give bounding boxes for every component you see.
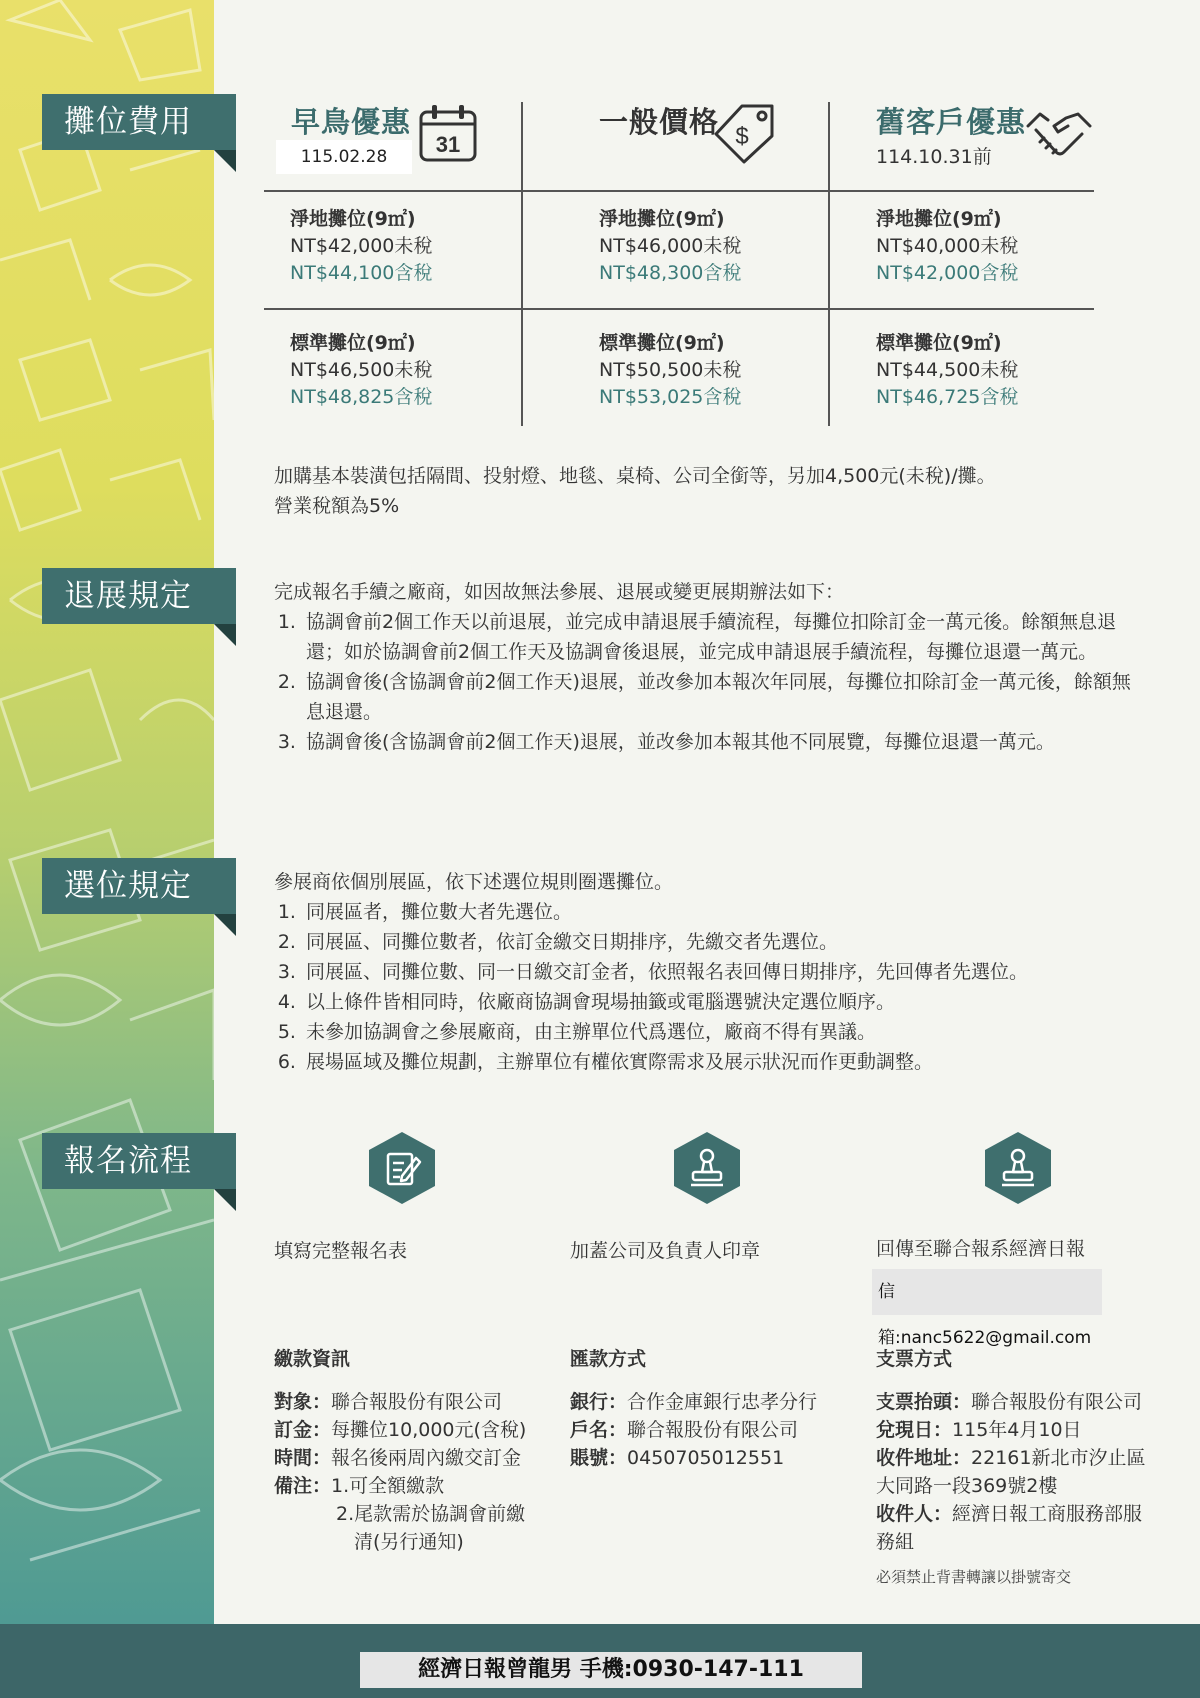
booth-type: 淨地攤位(9㎡) <box>290 208 416 230</box>
stamp-icon <box>980 1130 1056 1206</box>
price-taxed: NT$44,100含稅 <box>290 262 433 284</box>
price-taxed: NT$46,725含稅 <box>876 386 1019 408</box>
table-divider <box>264 190 1094 192</box>
info-row: 銀行：合作金庫銀行忠孝分行 <box>570 1391 818 1413</box>
step-label: 回傳至聯合報系經濟日報 <box>876 1238 1086 1260</box>
cheque-title: 支票方式 <box>876 1348 953 1370</box>
info-row: 對象：聯合報股份有限公司 <box>274 1391 503 1413</box>
payment-title: 繳款資訊 <box>274 1348 351 1370</box>
table-divider <box>264 308 1094 310</box>
calendar-icon <box>418 102 478 164</box>
info-row: 收件人：經濟日報工商服務部服 <box>876 1503 1143 1525</box>
plan-title-returning: 舊客戶優惠 <box>876 105 1027 139</box>
selection-rule: 5. 未參加協調會之參展廠商，由主辦單位代爲選位，廠商不得有異議。 <box>302 1017 1154 1047</box>
price-taxed: NT$42,000含稅 <box>876 262 1019 284</box>
price-cell <box>290 206 432 287</box>
price-taxed: NT$48,300含稅 <box>599 262 742 284</box>
info-row: 戶名：聯合報股份有限公司 <box>570 1419 799 1441</box>
booth-type: 淨地攤位(9㎡) <box>599 208 725 230</box>
booth-type: 標準攤位(9㎡) <box>876 332 1002 354</box>
table-divider <box>521 102 523 426</box>
price-pretax: NT$40,000未稅 <box>876 235 1019 257</box>
stamp-icon <box>669 1130 745 1206</box>
email-address: 信箱:nanc5622@gmail.com <box>872 1269 1102 1315</box>
section-tag-selection: 選位規定 <box>42 858 236 914</box>
selection-rules <box>274 867 1154 1077</box>
price-cell <box>599 330 741 411</box>
selection-rule: 4. 以上條件皆相同時，依廠商協調會現場抽籤或電腦選號決定選位順序。 <box>302 987 1154 1017</box>
section-tag-withdraw: 退展規定 <box>42 568 236 624</box>
withdraw-intro: 完成報名手續之廠商，如因故無法參展、退展或變更展期辦法如下： <box>274 581 845 603</box>
selection-intro: 參展商依個別展區，依下述選位規則圈選攤位。 <box>274 871 674 893</box>
price-cell <box>876 206 1018 287</box>
section-tag-signup: 報名流程 <box>42 1133 236 1189</box>
info-row: 訂金：每攤位10,000元(含稅) <box>274 1419 527 1441</box>
early-bird-deadline: 115.02.28 <box>276 140 412 174</box>
info-row: 大同路一段369號2樓 <box>876 1475 1058 1497</box>
info-row: 務組 <box>876 1531 915 1553</box>
booth-type: 標準攤位(9㎡) <box>290 332 416 354</box>
cheque-info <box>876 1388 1176 1587</box>
booth-type: 淨地攤位(9㎡) <box>876 208 1002 230</box>
returning-deadline: 114.10.31前 <box>876 146 992 168</box>
payment-info <box>274 1388 564 1556</box>
booth-type: 標準攤位(9㎡) <box>599 332 725 354</box>
letter-pattern-decoration <box>0 0 214 1624</box>
info-row: 兌現日：115年4月10日 <box>876 1419 1082 1441</box>
info-row: 清(另行通知) <box>354 1531 464 1553</box>
price-pretax: NT$46,500未稅 <box>290 359 433 381</box>
step-label: 加蓋公司及負責人印章 <box>570 1240 761 1262</box>
price-pretax: NT$50,500未稅 <box>599 359 742 381</box>
info-row: 備注：1.可全額繳款 <box>274 1475 445 1497</box>
fee-note-decoration: 加購基本裝潢包括隔間、投射燈、地毯、桌椅、公司全銜等，另加4,500元(未稅)/攤。 <box>274 465 996 487</box>
price-pretax: NT$46,000未稅 <box>599 235 742 257</box>
fee-notes <box>274 461 1154 521</box>
plan-title-general: 一般價格 <box>599 105 720 139</box>
sidebar-decoration <box>0 0 214 1624</box>
selection-rule: 6. 展場區域及攤位規劃，主辦單位有權依實際需求及展示狀況而作更動調整。 <box>302 1047 1154 1077</box>
selection-rule: 1. 同展區者，攤位數大者先選位。 <box>302 897 1154 927</box>
price-taxed: NT$53,025含稅 <box>599 386 742 408</box>
section-tag-fee: 攤位費用 <box>42 94 236 150</box>
price-cell <box>876 330 1018 411</box>
info-row: 時間：報名後兩周內繳交訂金 <box>274 1447 522 1469</box>
withdraw-rule: 1. 協調會前2個工作天以前退展，並完成申請退展手續流程，每攤位扣除訂金一萬元後。餘額無息退還；如於協調會前2個工作天及協調會後退展，並完成申請退展手續流程，每攤位退還一萬元。 <box>302 607 1136 667</box>
price-pretax: NT$44,500未稅 <box>876 359 1019 381</box>
calendar-day: 31 <box>435 132 461 157</box>
withdraw-rules <box>274 577 1136 757</box>
withdraw-rule: 2. 協調會後(含協調會前2個工作天)退展，並改參加本報次年同展，每攤位扣除訂金一萬元後，餘額無息退還。 <box>302 667 1136 727</box>
cheque-note: 必須禁止背書轉讓以掛號寄交 <box>876 1568 1072 1586</box>
remit-info <box>570 1388 860 1472</box>
table-divider <box>828 102 830 426</box>
handshake-icon <box>1026 108 1092 158</box>
step-label: 填寫完整報名表 <box>274 1240 408 1262</box>
price-cell <box>290 330 432 411</box>
selection-rule: 2. 同展區、同攤位數者，依訂金繳交日期排序，先繳交者先選位。 <box>302 927 1154 957</box>
info-row: 賬號：0450705012551 <box>570 1447 785 1469</box>
form-edit-icon <box>364 1130 440 1206</box>
selection-rule: 3. 同展區、同攤位數、同一日繳交訂金者，依照報名表回傳日期排序，先回傳者先選位。 <box>302 957 1154 987</box>
price-tag-icon <box>712 100 778 166</box>
svg-text:$: $ <box>735 123 749 150</box>
info-row: 2.尾款需於協調會前繳 <box>336 1503 526 1525</box>
info-row: 支票抬頭：聯合報股份有限公司 <box>876 1391 1143 1413</box>
fee-note-tax: 營業稅額為5% <box>274 495 400 517</box>
price-cell <box>599 206 741 287</box>
plan-title-early-bird: 早鳥優惠 <box>291 105 412 139</box>
price-taxed: NT$48,825含稅 <box>290 386 433 408</box>
withdraw-rule: 3. 協調會後(含協調會前2個工作天)退展，並改參加本報其他不同展覽，每攤位退還一萬元。 <box>302 727 1136 757</box>
price-pretax: NT$42,000未稅 <box>290 235 433 257</box>
info-row: 收件地址：22161新北市汐止區 <box>876 1447 1146 1469</box>
remit-title: 匯款方式 <box>570 1348 647 1370</box>
contact-info: 經濟日報曾龍男 手機:0930-147-111 <box>360 1652 862 1688</box>
